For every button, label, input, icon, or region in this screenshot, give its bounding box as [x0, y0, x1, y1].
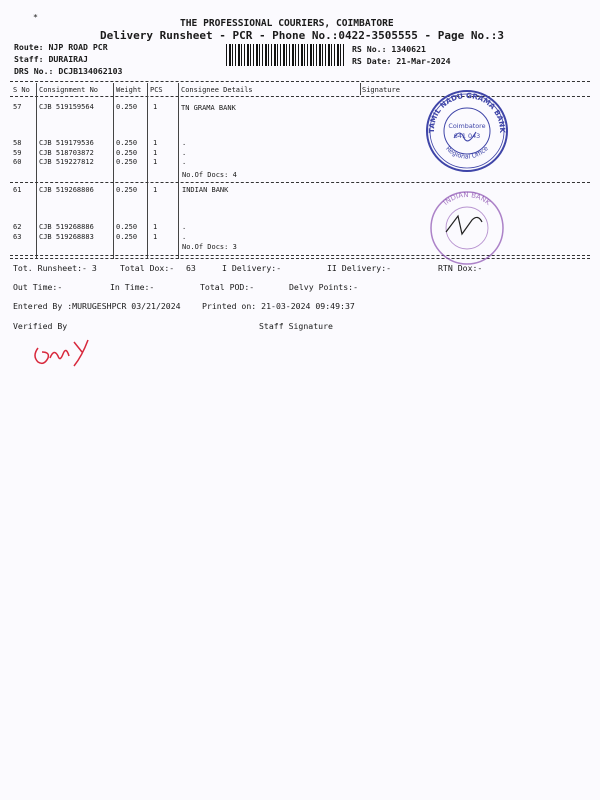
- cell-consignment: CJB 519159564: [39, 103, 94, 111]
- col-pcs: PCS: [150, 86, 163, 94]
- bank-stamp: [424, 88, 510, 174]
- cell-detail: .: [182, 233, 187, 241]
- cell-sno: 59: [13, 149, 22, 157]
- column-rule: [360, 83, 361, 95]
- out-time: Out Time:-: [13, 282, 63, 292]
- cell-pcs: 1: [153, 233, 158, 241]
- runsheet-title: Delivery Runsheet - PCR - Phone No.:0422-3505555 - Page No.:3: [100, 29, 504, 42]
- cell-consignment: CJB 519227812: [39, 158, 94, 166]
- cell-detail: .: [182, 158, 187, 166]
- bank-stamp: [424, 188, 510, 266]
- cell-sno: 62: [13, 223, 22, 231]
- cell-consignment: CJB 519268886: [39, 223, 94, 231]
- entered-by: Entered By :MURUGESHPCR 03/21/2024: [13, 301, 181, 311]
- cell-weight: 0.250: [116, 233, 138, 241]
- rs-number: RS No.: 1340621: [352, 44, 426, 54]
- cell-pcs: 1: [153, 149, 158, 157]
- cell-sno: 63: [13, 233, 22, 241]
- in-time: In Time:-: [110, 282, 155, 292]
- cell-pcs: 1: [153, 223, 158, 231]
- cell-pcs: 1: [153, 186, 158, 194]
- cell-pcs: 1: [153, 103, 158, 111]
- stamp-bank-name: INDIAN BANK: [441, 190, 492, 207]
- consignee-name: TN GRAMA BANK: [181, 104, 236, 112]
- cell-consignment: CJB 518703872: [39, 149, 94, 157]
- cell-pcs: 1: [153, 139, 158, 147]
- stamp-office: Regional Office: [444, 144, 490, 161]
- docs-count: No.Of Docs: 3: [182, 243, 237, 251]
- col-weight: Weight: [116, 86, 142, 94]
- staff-label: Staff: DURAIRAJ: [14, 54, 88, 64]
- verified-by: Verified By: [13, 321, 68, 331]
- stamp-pin: 641 043: [453, 132, 481, 140]
- cell-weight: 0.250: [116, 103, 138, 111]
- cell-weight: 0.250: [116, 139, 138, 147]
- stamp-city: Coimbatore: [448, 122, 486, 130]
- cell-consignment: CJB 519268806: [39, 186, 94, 194]
- rtn-dox: RTN Dox:-: [438, 263, 483, 273]
- delvy-points: Delvy Points:-: [289, 282, 359, 292]
- column-rule: [147, 83, 148, 259]
- drs-number: DRS No.: DCJB134062103: [14, 66, 123, 76]
- total-dox-label: Total Dox:-: [120, 263, 175, 273]
- company-name: THE PROFESSIONAL COURIERS, COIMBATORE: [180, 18, 394, 29]
- column-rule: [178, 83, 179, 259]
- printed-on: Printed on: 21-03-2024 09:49:37: [202, 301, 355, 311]
- col-signature: Signature: [362, 86, 400, 94]
- col-consignment: Consignment No: [39, 86, 99, 94]
- total-dox-value: 63: [186, 263, 196, 273]
- divider: [10, 182, 590, 183]
- cell-weight: 0.250: [116, 158, 138, 166]
- barcode: [226, 44, 344, 66]
- divider: [10, 81, 590, 82]
- corner-mark: *: [33, 12, 38, 22]
- column-rule: [36, 83, 37, 259]
- total-pod: Total POD:-: [200, 282, 255, 292]
- svg-text:Regional Office: [444, 144, 490, 160]
- cell-sno: 58: [13, 139, 22, 147]
- cell-detail: .: [182, 223, 187, 231]
- cell-weight: 0.250: [116, 223, 138, 231]
- column-rule: [113, 83, 114, 259]
- cell-sno: 57: [13, 103, 22, 111]
- tot-runsheet: Tot. Runsheet:- 3: [13, 263, 97, 273]
- svg-text:INDIAN BANK: [442, 191, 492, 207]
- consignee-name: INDIAN BANK: [182, 186, 229, 194]
- cell-sno: 61: [13, 186, 22, 194]
- stamp-bank-name: TAMIL NADU GRAMA BANK: [426, 90, 508, 134]
- handwritten-initials: [28, 334, 98, 370]
- col-sno: S No: [13, 86, 30, 94]
- cell-detail: .: [182, 139, 187, 147]
- cell-sno: 60: [13, 158, 22, 166]
- docs-count: No.Of Docs: 4: [182, 171, 237, 179]
- cell-consignment: CJB 519179536: [39, 139, 94, 147]
- cell-consignment: CJB 519268883: [39, 233, 94, 241]
- staff-signature: Staff Signature: [259, 321, 333, 331]
- route-label: Route: NJP ROAD PCR: [14, 42, 108, 52]
- cell-detail: .: [182, 149, 187, 157]
- cell-weight: 0.250: [116, 186, 138, 194]
- stamp-signature: [446, 216, 482, 234]
- i-delivery: I Delivery:-: [222, 263, 282, 273]
- cell-weight: 0.250: [116, 149, 138, 157]
- cell-pcs: 1: [153, 158, 158, 166]
- rs-date: RS Date: 21-Mar-2024: [352, 56, 451, 66]
- col-consignee: Consignee Details: [181, 86, 253, 94]
- ii-delivery: II Delivery:-: [327, 263, 392, 273]
